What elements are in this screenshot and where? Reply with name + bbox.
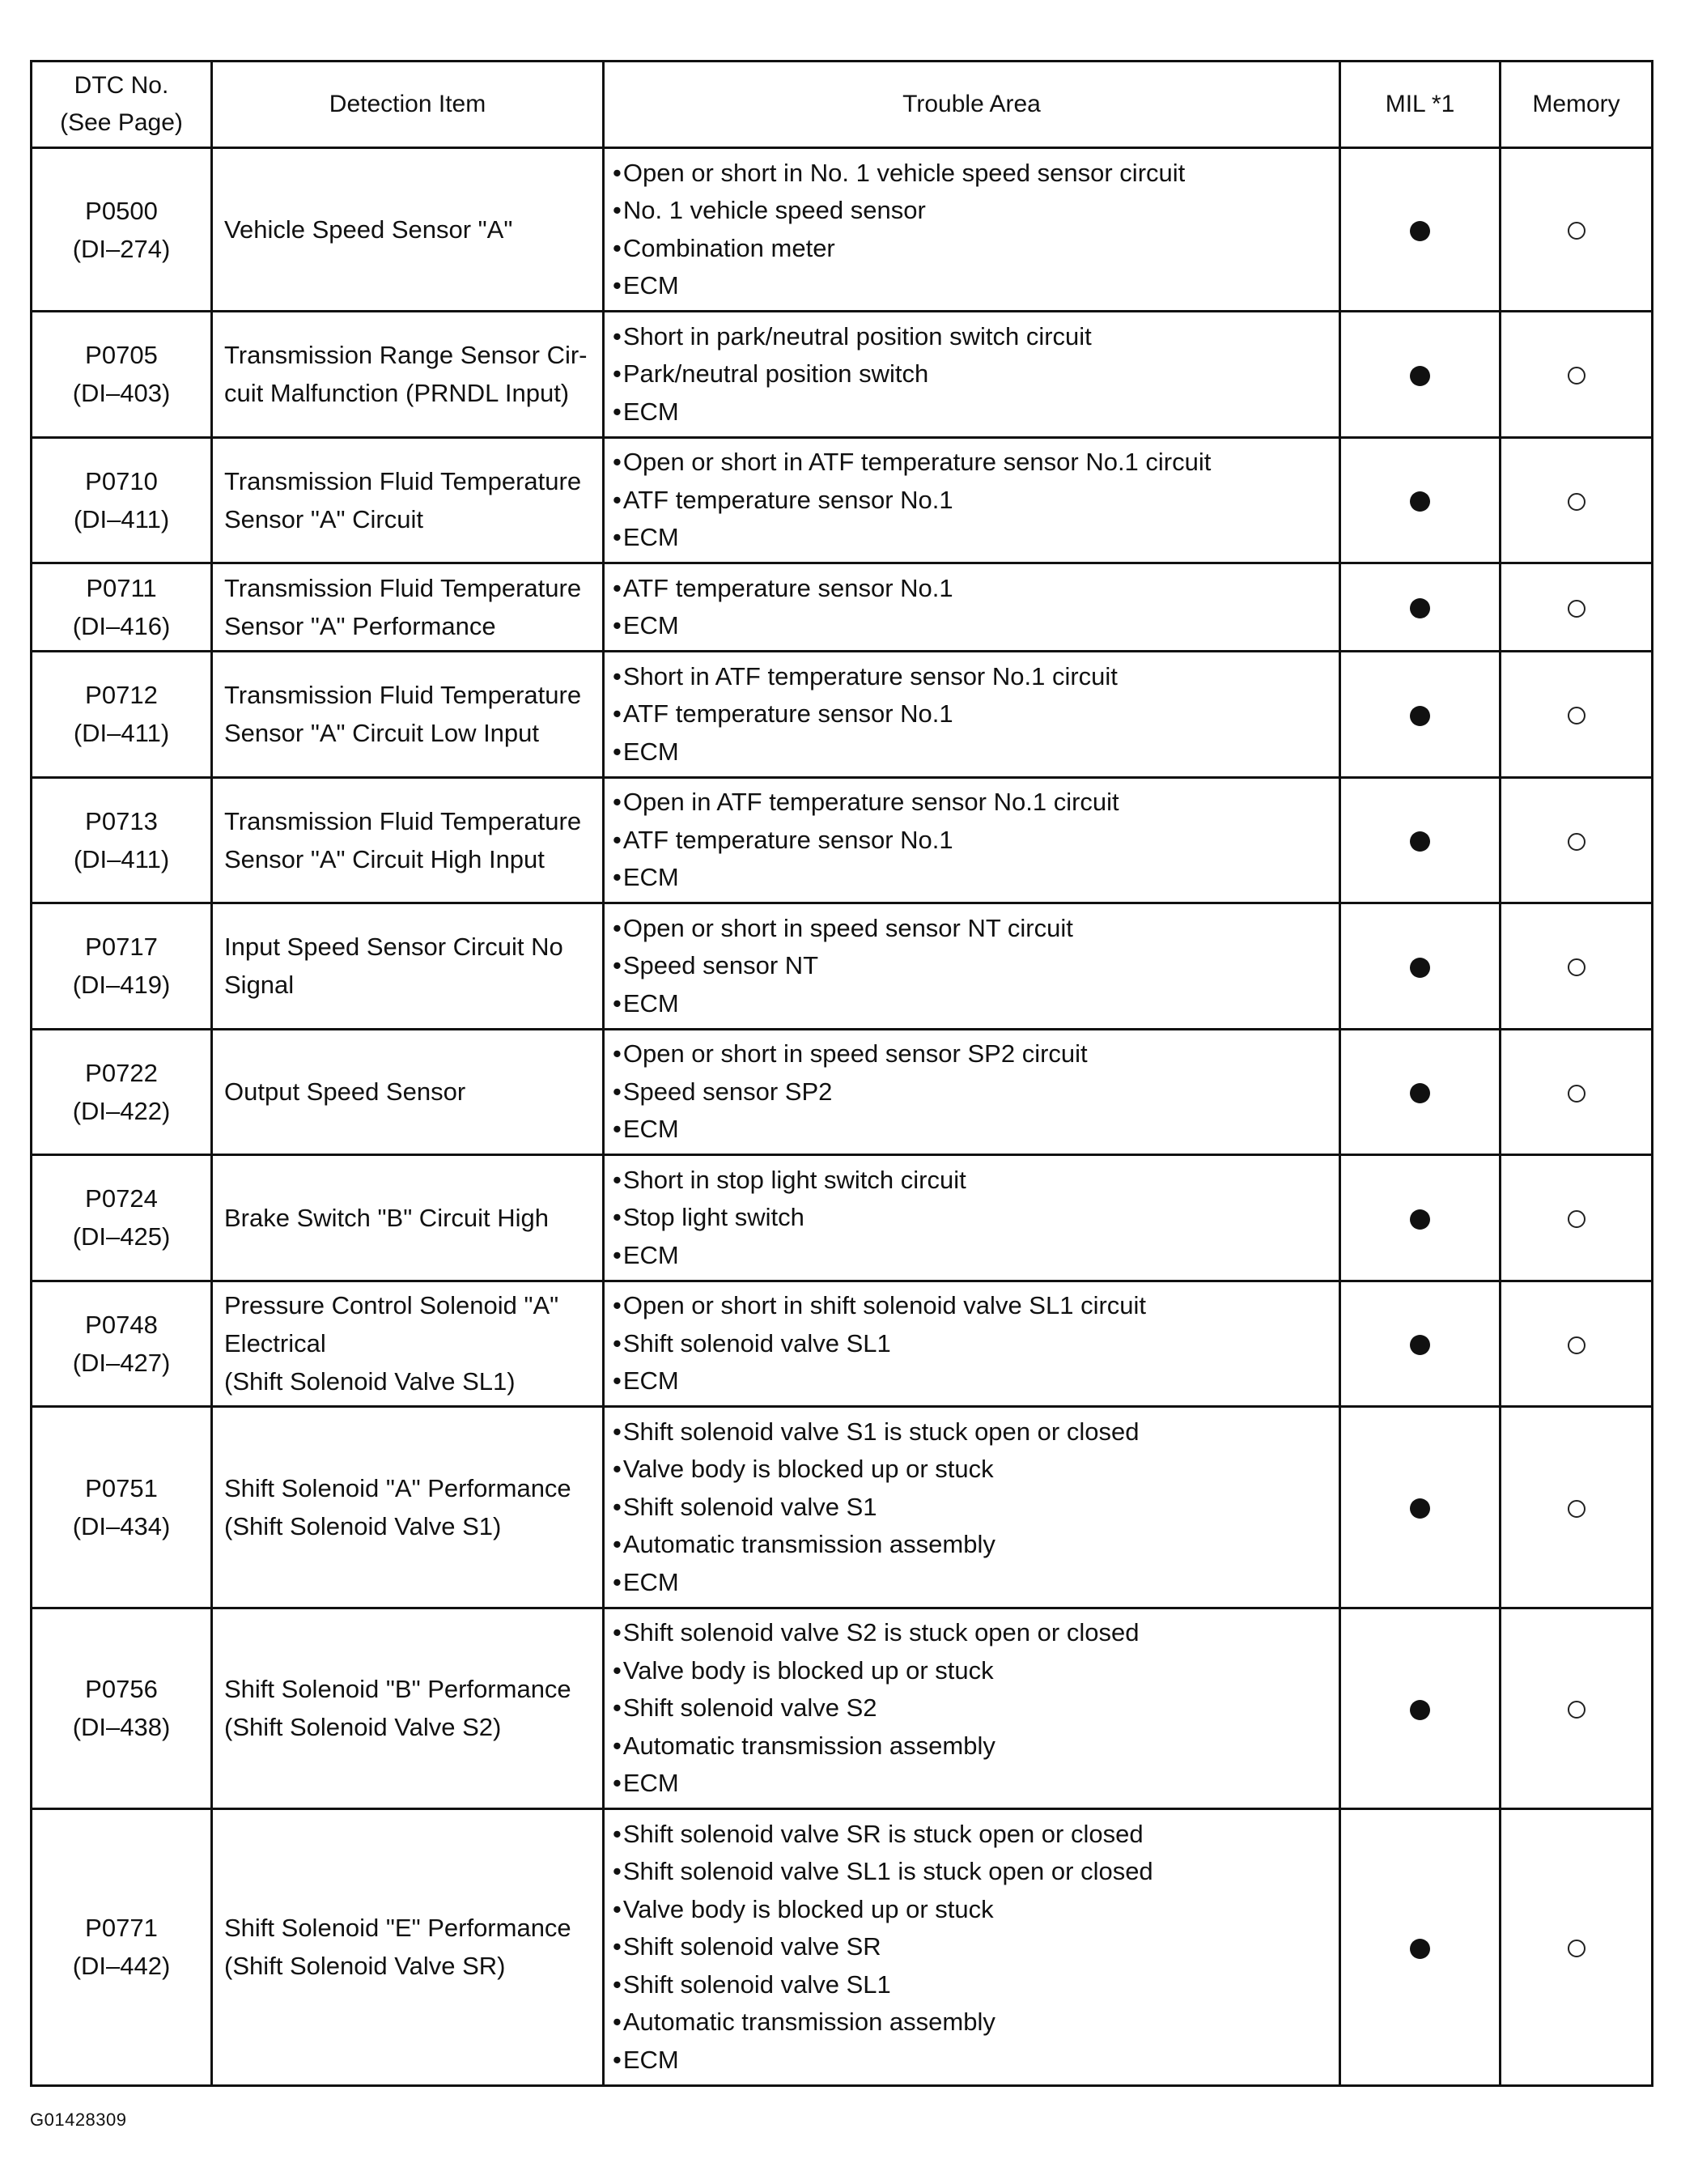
- dtc-code: P0712: [85, 681, 158, 710]
- trouble-area-item: • ECM: [613, 1237, 1339, 1275]
- trouble-area-item: • Valve body is blocked up or stuck: [613, 1451, 1339, 1489]
- detection-item-line: Shift Solenoid "B" Performance: [224, 1675, 571, 1704]
- detection-item-cell: [212, 1608, 604, 1809]
- header-detection-item: Detection Item: [212, 62, 604, 148]
- memory-cell: [1501, 312, 1653, 438]
- detection-item-line: Sensor "A" Circuit Low Input: [224, 719, 540, 748]
- detection-item-line: (Shift Solenoid Valve S2): [224, 1713, 502, 1742]
- dtc-cell: [32, 1155, 212, 1281]
- memory-open-circle-icon: [1568, 1085, 1585, 1103]
- trouble-area-item: • ATF temperature sensor No.1: [613, 822, 1339, 860]
- memory-cell: [1501, 148, 1653, 312]
- trouble-area-item: • ECM: [613, 733, 1339, 771]
- trouble-area-item: • ATF temperature sensor No.1: [613, 570, 1339, 608]
- dtc-page-ref: (DI–422): [72, 1096, 171, 1125]
- trouble-area-item: • Park/neutral position switch: [613, 355, 1339, 393]
- detection-item-line: Brake Switch "B" Circuit High: [224, 1203, 550, 1232]
- detection-item-line: cuit Malfunction (PRNDL Input): [224, 379, 570, 408]
- dtc-cell: [32, 777, 212, 903]
- detection-item-cell: [212, 148, 604, 312]
- detection-item-cell: [212, 1029, 604, 1155]
- mil-cell: [1340, 563, 1501, 652]
- table-row: [32, 1608, 1653, 1809]
- memory-open-circle-icon: [1568, 958, 1585, 976]
- detection-item-line: Pressure Control Solenoid "A": [224, 1291, 559, 1320]
- table-header-row: [32, 62, 1653, 148]
- trouble-area-cell: [604, 1281, 1340, 1407]
- dtc-page-ref: (DI–442): [72, 1952, 171, 1981]
- dtc-cell: [32, 437, 212, 563]
- detection-item-cell: [212, 437, 604, 563]
- mil-filled-dot-icon: [1410, 221, 1430, 241]
- detection-item-line: (Shift Solenoid Valve SR): [224, 1952, 506, 1981]
- mil-cell: [1340, 903, 1501, 1030]
- memory-cell: [1501, 1281, 1653, 1407]
- mil-filled-dot-icon: [1410, 1700, 1430, 1720]
- table-row: [32, 1029, 1653, 1155]
- trouble-area-item: • Shift solenoid valve SR is stuck open or closed: [613, 1816, 1339, 1854]
- detection-item-line: Transmission Fluid Temperature: [224, 466, 582, 495]
- memory-open-circle-icon: [1568, 833, 1585, 851]
- mil-filled-dot-icon: [1410, 706, 1430, 726]
- table-row: [32, 148, 1653, 312]
- mil-filled-dot-icon: [1410, 1498, 1430, 1519]
- header-mil: MIL *1: [1340, 62, 1501, 148]
- dtc-page-ref: (DI–438): [72, 1713, 171, 1742]
- trouble-area-item: • Automatic transmission assembly: [613, 1526, 1339, 1564]
- trouble-area-item: • Open in ATF temperature sensor No.1 circuit: [613, 784, 1339, 822]
- memory-open-circle-icon: [1568, 1701, 1585, 1719]
- trouble-area-item: • Speed sensor SP2: [613, 1073, 1339, 1111]
- trouble-area-cell: [604, 1809, 1340, 2086]
- mil-cell: [1340, 1029, 1501, 1155]
- detection-item-cell: [212, 1809, 604, 2086]
- detection-item-line: (Shift Solenoid Valve SL1): [224, 1367, 516, 1396]
- trouble-area-item: • Open or short in ATF temperature sensor No.1 circuit: [613, 444, 1339, 482]
- memory-open-circle-icon: [1568, 1500, 1585, 1518]
- trouble-area-cell: [604, 563, 1340, 652]
- mil-cell: [1340, 1281, 1501, 1407]
- mil-filled-dot-icon: [1410, 831, 1430, 852]
- trouble-area-item: • Shift solenoid valve SL1: [613, 1325, 1339, 1363]
- trouble-area-item: • Shift solenoid valve S1: [613, 1489, 1339, 1527]
- table-row: [32, 437, 1653, 563]
- detection-item-line: Transmission Fluid Temperature: [224, 681, 582, 710]
- memory-open-circle-icon: [1568, 1940, 1585, 1957]
- trouble-area-item: • Automatic transmission assembly: [613, 2003, 1339, 2042]
- mil-cell: [1340, 312, 1501, 438]
- detection-item-line: Transmission Fluid Temperature: [224, 574, 582, 602]
- memory-cell: [1501, 903, 1653, 1030]
- dtc-code: P0756: [85, 1675, 158, 1704]
- memory-open-circle-icon: [1568, 1210, 1585, 1228]
- dtc-cell: [32, 312, 212, 438]
- trouble-area-item: • Shift solenoid valve SL1 is stuck open or closed: [613, 1853, 1339, 1891]
- dtc-code: P0751: [85, 1473, 158, 1502]
- mil-cell: [1340, 1407, 1501, 1608]
- trouble-area-item: • Automatic transmission assembly: [613, 1727, 1339, 1765]
- trouble-area-cell: [604, 777, 1340, 903]
- detection-item-line: Output Speed Sensor: [224, 1077, 466, 1107]
- figure-code: G01428309: [30, 2110, 127, 2130]
- dtc-code: P0771: [85, 1914, 158, 1943]
- trouble-area-item: • ECM: [613, 859, 1339, 897]
- trouble-area-cell: [604, 1029, 1340, 1155]
- detection-item-cell: [212, 312, 604, 438]
- trouble-area-item: • ECM: [613, 1564, 1339, 1602]
- header-dtc-line1: DTC No.: [74, 72, 169, 99]
- memory-cell: [1501, 437, 1653, 563]
- detection-item-line: Shift Solenoid "A" Performance: [224, 1473, 571, 1502]
- trouble-area-item: • Speed sensor NT: [613, 947, 1339, 985]
- trouble-area-item: • ECM: [613, 1362, 1339, 1400]
- dtc-page-ref: (DI–434): [72, 1511, 171, 1540]
- dtc-cell: [32, 903, 212, 1030]
- trouble-area-cell: [604, 148, 1340, 312]
- detection-item-cell: [212, 1281, 604, 1407]
- mil-cell: [1340, 1608, 1501, 1809]
- trouble-area-item: • Short in ATF temperature sensor No.1 circuit: [613, 658, 1339, 696]
- header-trouble-area: Trouble Area: [604, 62, 1340, 148]
- mil-cell: [1340, 437, 1501, 563]
- memory-cell: [1501, 1407, 1653, 1608]
- dtc-cell: [32, 1407, 212, 1608]
- mil-cell: [1340, 1809, 1501, 2086]
- memory-cell: [1501, 563, 1653, 652]
- dtc-page-ref: (DI–274): [72, 234, 171, 263]
- detection-item-cell: [212, 903, 604, 1030]
- table-row: [32, 777, 1653, 903]
- header-dtc: [32, 62, 212, 148]
- trouble-area-item: • ECM: [613, 607, 1339, 645]
- trouble-area-item: • Open or short in speed sensor SP2 circuit: [613, 1035, 1339, 1073]
- dtc-cell: [32, 1281, 212, 1407]
- trouble-area-cell: [604, 312, 1340, 438]
- dtc-page-ref: (DI–425): [72, 1222, 171, 1251]
- trouble-area-item: • ECM: [613, 985, 1339, 1023]
- trouble-area-item: • Valve body is blocked up or stuck: [613, 1652, 1339, 1690]
- memory-open-circle-icon: [1568, 493, 1585, 511]
- table-row: [32, 652, 1653, 778]
- trouble-area-cell: [604, 903, 1340, 1030]
- mil-cell: [1340, 148, 1501, 312]
- mil-cell: [1340, 777, 1501, 903]
- trouble-area-item: • Shift solenoid valve SR: [613, 1928, 1339, 1966]
- mil-filled-dot-icon: [1410, 958, 1430, 978]
- memory-open-circle-icon: [1568, 707, 1585, 724]
- trouble-area-cell: [604, 652, 1340, 778]
- table-row: [32, 1281, 1653, 1407]
- dtc-page-ref: (DI–416): [72, 612, 171, 640]
- detection-item-line: Vehicle Speed Sensor "A": [224, 215, 513, 244]
- memory-cell: [1501, 1029, 1653, 1155]
- trouble-area-item: • Shift solenoid valve SL1: [613, 1966, 1339, 2004]
- detection-item-line: (Shift Solenoid Valve S1): [224, 1511, 502, 1540]
- detection-item-line: Sensor "A" Circuit: [224, 504, 423, 533]
- mil-filled-dot-icon: [1410, 1939, 1430, 1959]
- detection-item-line: Transmission Range Sensor Cir-: [224, 341, 588, 370]
- trouble-area-cell: [604, 437, 1340, 563]
- detection-item-line: Signal: [224, 971, 295, 1000]
- dtc-cell: [32, 1809, 212, 2086]
- trouble-area-item: • Shift solenoid valve S2: [613, 1689, 1339, 1727]
- trouble-area-item: • No. 1 vehicle speed sensor: [613, 192, 1339, 230]
- table-row: [32, 1407, 1653, 1608]
- dtc-code: P0717: [85, 933, 158, 962]
- detection-item-cell: [212, 777, 604, 903]
- trouble-area-item: • ECM: [613, 267, 1339, 305]
- trouble-area-item: • ATF temperature sensor No.1: [613, 482, 1339, 520]
- detection-item-cell: [212, 652, 604, 778]
- detection-item-line: Sensor "A" Circuit High Input: [224, 844, 545, 873]
- mil-filled-dot-icon: [1410, 1083, 1430, 1103]
- memory-cell: [1501, 1809, 1653, 2086]
- dtc-code: P0705: [85, 341, 158, 370]
- trouble-area-item: • ECM: [613, 519, 1339, 557]
- dtc-page-ref: (DI–411): [73, 504, 170, 533]
- mil-filled-dot-icon: [1410, 366, 1430, 386]
- memory-cell: [1501, 1155, 1653, 1281]
- mil-filled-dot-icon: [1410, 598, 1430, 618]
- trouble-area-cell: [604, 1155, 1340, 1281]
- header-dtc-line2: (See Page): [60, 109, 183, 136]
- dtc-code: P0500: [85, 196, 158, 225]
- trouble-area-item: • Open or short in No. 1 vehicle speed sensor circuit: [613, 155, 1339, 193]
- trouble-area-cell: [604, 1608, 1340, 1809]
- table-row: [32, 563, 1653, 652]
- dtc-page-ref: (DI–411): [73, 719, 170, 748]
- dtc-page-ref: (DI–419): [72, 971, 171, 1000]
- dtc-code: P0711: [86, 574, 157, 602]
- dtc-code: P0724: [85, 1184, 158, 1213]
- mil-filled-dot-icon: [1410, 1209, 1430, 1230]
- table-row: [32, 1155, 1653, 1281]
- dtc-code: P0713: [85, 806, 158, 835]
- trouble-area-item: • ECM: [613, 393, 1339, 431]
- detection-item-line: Shift Solenoid "E" Performance: [224, 1914, 571, 1943]
- detection-item-line: Input Speed Sensor Circuit No: [224, 933, 563, 962]
- mil-cell: [1340, 652, 1501, 778]
- trouble-area-item: • ECM: [613, 2042, 1339, 2080]
- memory-open-circle-icon: [1568, 222, 1585, 240]
- trouble-area-cell: [604, 1407, 1340, 1608]
- table-row: [32, 1809, 1653, 2086]
- trouble-area-item: • Shift solenoid valve S1 is stuck open or closed: [613, 1413, 1339, 1451]
- memory-cell: [1501, 777, 1653, 903]
- trouble-area-item: • ATF temperature sensor No.1: [613, 695, 1339, 733]
- detection-item-line: Transmission Fluid Temperature: [224, 806, 582, 835]
- detection-item-line: Electrical: [224, 1329, 326, 1358]
- dtc-code: P0710: [85, 466, 158, 495]
- dtc-page-ref: (DI–403): [72, 379, 171, 408]
- mil-filled-dot-icon: [1410, 1335, 1430, 1355]
- trouble-area-item: • Short in stop light switch circuit: [613, 1162, 1339, 1200]
- trouble-area-item: • ECM: [613, 1111, 1339, 1149]
- header-memory: Memory: [1501, 62, 1653, 148]
- memory-cell: [1501, 1608, 1653, 1809]
- trouble-area-item: • Combination meter: [613, 230, 1339, 268]
- memory-open-circle-icon: [1568, 367, 1585, 385]
- mil-filled-dot-icon: [1410, 491, 1430, 512]
- trouble-area-item: • Short in park/neutral position switch circuit: [613, 318, 1339, 356]
- dtc-cell: [32, 652, 212, 778]
- table-row: [32, 312, 1653, 438]
- detection-item-line: Sensor "A" Performance: [224, 612, 496, 640]
- dtc-cell: [32, 563, 212, 652]
- dtc-table: [30, 60, 1653, 2087]
- dtc-cell: [32, 1608, 212, 1809]
- detection-item-cell: [212, 563, 604, 652]
- mil-cell: [1340, 1155, 1501, 1281]
- dtc-page-ref: (DI–411): [73, 844, 170, 873]
- trouble-area-item: • ECM: [613, 1765, 1339, 1803]
- memory-open-circle-icon: [1568, 1336, 1585, 1354]
- memory-open-circle-icon: [1568, 600, 1585, 618]
- table-row: [32, 903, 1653, 1030]
- trouble-area-item: • Open or short in shift solenoid valve SL1 circuit: [613, 1287, 1339, 1325]
- trouble-area-item: • Valve body is blocked up or stuck: [613, 1891, 1339, 1929]
- dtc-cell: [32, 1029, 212, 1155]
- trouble-area-item: • Stop light switch: [613, 1199, 1339, 1237]
- trouble-area-item: • Open or short in speed sensor NT circuit: [613, 910, 1339, 948]
- dtc-code: P0722: [85, 1058, 158, 1087]
- detection-item-cell: [212, 1407, 604, 1608]
- dtc-cell: [32, 148, 212, 312]
- dtc-code: P0748: [85, 1310, 158, 1339]
- dtc-page-ref: (DI–427): [72, 1348, 171, 1377]
- detection-item-cell: [212, 1155, 604, 1281]
- trouble-area-item: • Shift solenoid valve S2 is stuck open or closed: [613, 1614, 1339, 1652]
- memory-cell: [1501, 652, 1653, 778]
- table-body: [32, 148, 1653, 2086]
